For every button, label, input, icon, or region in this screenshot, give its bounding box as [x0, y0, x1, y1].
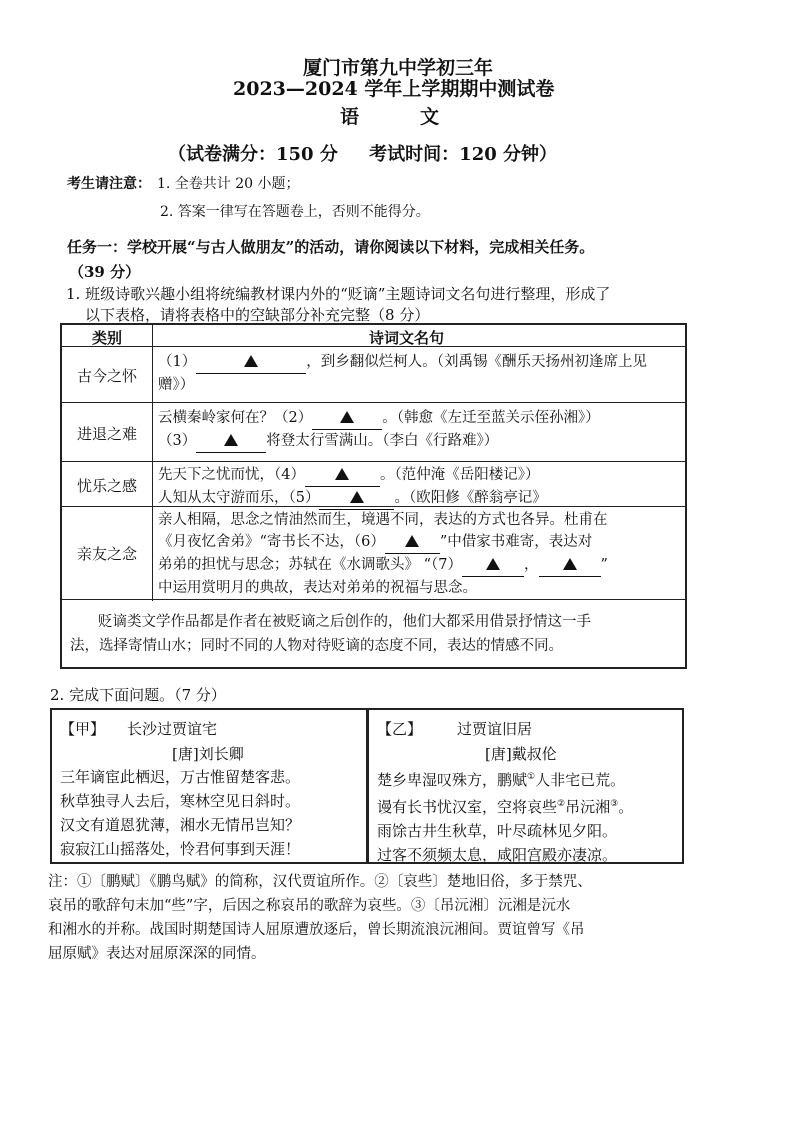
- subject-char-left: 语: [340, 106, 360, 128]
- answer-blank[interactable]: [319, 487, 394, 510]
- cell-text: 赠》）: [158, 377, 195, 393]
- summary-line: 贬谪类文学作品都是作者在被贬谪之后创作的，他们大都采用借景抒情这一手: [98, 614, 591, 630]
- cell-text: 。（欧阳修《醉翁亭记》: [394, 490, 547, 506]
- cell-text: 云横秦岭家何在？（2）: [158, 410, 313, 426]
- poem-line: 雨馀古井生秋草，叶尽疏林见夕阳。: [377, 822, 618, 840]
- subject-char-right: 文: [420, 106, 440, 128]
- footnote-marker: ③: [610, 799, 619, 809]
- triangle-icon: [335, 468, 349, 480]
- notice-item-1: 1. 全卷共计 20 小题；: [157, 176, 300, 192]
- cell-text: ”中借家书难寄，表达对: [439, 534, 593, 550]
- answer-blank[interactable]: [462, 554, 524, 577]
- cell-text: （3）: [158, 433, 197, 449]
- triangle-icon: [244, 355, 258, 367]
- footnote-marker: ①: [527, 772, 536, 782]
- footnote-line: 哀吊的歌辞句末加“些”字，后因之称哀吊的歌辞为哀些。③〔吊沅湘〕沅湘是沅水: [48, 898, 571, 914]
- question-1-line1: 1. 班级诗歌兴趣小组将统编教材课内外的“贬谪”主题诗词文名句进行整理，形成了: [66, 285, 611, 303]
- summary-line: 法，选择寄情山水；同时不同的人物对待贬谪的态度不同，表达的情感不同。: [70, 638, 563, 654]
- poem-text: 吊沅湘: [565, 798, 611, 816]
- answer-blank[interactable]: [305, 464, 380, 487]
- table-row: [158, 509, 608, 599]
- footnote-line: 注：①〔鹏赋〕《鹏鸟赋》的简称，汉代贾谊所作。②〔哀些〕楚地旧俗，多于禁咒、: [48, 874, 592, 890]
- task1-intro: 任务一：学校开展“与古人做朋友”的活动，请你阅读以下材料，完成相关任务。: [67, 238, 595, 256]
- triangle-icon: [563, 558, 577, 570]
- footnotes: [48, 870, 592, 966]
- cell-text: 将登太行雪满山。（李白《行路难》）: [266, 433, 499, 449]
- task1-points: （39 分）: [69, 263, 141, 281]
- header-content: 诗词文名句: [369, 329, 445, 347]
- cell-text: 弟弟的担忧与思念；苏轼在《水调歌头》 “（7）: [158, 557, 462, 573]
- cell-text: 。（韩愈《左迁至蓝关示侄孙湘》）: [382, 410, 600, 426]
- poem-text: 。: [618, 798, 634, 816]
- poem-line: 过客不须频太息，咸阳宫殿亦凄凉。: [377, 846, 618, 864]
- cell-text: 先天下之忧而忧，（4）: [158, 467, 305, 483]
- triangle-icon: [486, 558, 500, 570]
- poem-b-title: 过贾谊旧居: [457, 720, 533, 738]
- triangle-icon: [224, 434, 238, 446]
- cell-text: 《月夜忆舍弟》“寄书长不达，（6）: [158, 534, 385, 550]
- exam-title: 2023—2024 学年上学期期中测试卷: [233, 78, 555, 100]
- triangle-icon: [405, 535, 419, 547]
- answer-blank[interactable]: [312, 407, 382, 430]
- poem-a-body: [60, 765, 300, 861]
- cell-text: ，: [524, 557, 539, 573]
- category-cell: 进退之难: [76, 425, 137, 443]
- table-row: [158, 407, 600, 453]
- score-info: （试卷满分：150 分 考试时间：120 分钟）: [168, 144, 558, 165]
- category-cell: 忧乐之感: [76, 477, 137, 495]
- category-cell: 亲友之念: [76, 545, 137, 563]
- footnote-line: 和湘水的并称。战国时期楚国诗人屈原遭放逐后，曾长期流浪沅湘间。贾谊曾写《吊: [48, 922, 585, 938]
- triangle-icon: [350, 491, 364, 503]
- table-divider: [62, 599, 685, 600]
- cell-text: 。（范仲淹《岳阳楼记》）: [379, 467, 540, 483]
- poem-b-body: [377, 765, 633, 867]
- triangle-icon: [340, 411, 354, 423]
- poem-line: 寂寂江山摇落处，怜君何事到天涯！: [60, 840, 301, 858]
- poem-a-tag: 【甲】: [60, 720, 106, 738]
- table-divider: [152, 325, 153, 601]
- poem-line: [377, 792, 633, 819]
- poem-line: 汉文有道恩犹薄，湘水无情吊岂知？: [60, 816, 301, 834]
- table-summary: [70, 610, 591, 658]
- poem-text: 楚乡卑湿叹殊方，鹏赋: [377, 771, 528, 789]
- answer-blank[interactable]: [196, 351, 306, 374]
- cell-text: ，到乡翻似烂柯人。（刘禹锡《酬乐天扬州初逢席上见: [306, 354, 647, 370]
- cell-text: 亲人相隔，思念之情油然而生，境遇不同，表达的方式也各异。杜甫在: [158, 512, 608, 528]
- footnote-line: 屈原赋》表达对屈原深深的同情。: [48, 946, 266, 962]
- notice-label: 考生请注意：: [67, 176, 151, 192]
- quotation-table: [60, 323, 687, 669]
- notice-item-2: 2. 答案一律写在答题卷上，否则不能得分。: [160, 204, 430, 220]
- cell-text: 中运用赏明月的典故，表达对弟弟的祝福与思念。: [158, 580, 477, 596]
- cell-text: 人知从太守游而乐，（5）: [158, 490, 320, 506]
- cell-text: （1）: [158, 354, 197, 370]
- poem-text: 人非宅已荒。: [535, 771, 626, 789]
- poem-line: 秋草独寻人去后，寒林空见日斜时。: [60, 792, 301, 810]
- poem-line: 三年谪宦此栖迟，万古惟留楚客悲。: [60, 768, 301, 786]
- poem-a-title: 长沙过贾谊宅: [127, 720, 218, 738]
- school-title: 厦门市第九中学初三年: [303, 57, 494, 79]
- poem-b-box: [367, 708, 684, 864]
- poem-a-author: [唐]刘长卿: [172, 745, 244, 763]
- cell-text: ”: [600, 557, 608, 573]
- poem-b-author: [唐]戴叔伦: [485, 745, 557, 763]
- question-2-title: 2. 完成下面问题。（7 分）: [50, 686, 226, 704]
- answer-blank[interactable]: [196, 430, 266, 453]
- table-row: [158, 464, 547, 510]
- answer-blank[interactable]: [385, 531, 440, 554]
- table-row: [158, 351, 647, 396]
- category-cell: 古今之怀: [76, 367, 137, 385]
- answer-blank[interactable]: [539, 554, 601, 577]
- header-category: 类别: [91, 329, 122, 347]
- question-1-line2: 以下表格，请将表格中的空缺部分补充完整（8 分）: [85, 306, 430, 324]
- poem-text: 谩有长书忧汉室，空将哀些: [377, 798, 558, 816]
- poem-b-tag: 【乙】: [377, 720, 423, 738]
- poem-a-box: [50, 708, 368, 864]
- footnote-marker: ②: [557, 799, 566, 809]
- poem-line: [377, 765, 633, 792]
- table-divider: [62, 402, 685, 403]
- table-divider: [62, 461, 685, 462]
